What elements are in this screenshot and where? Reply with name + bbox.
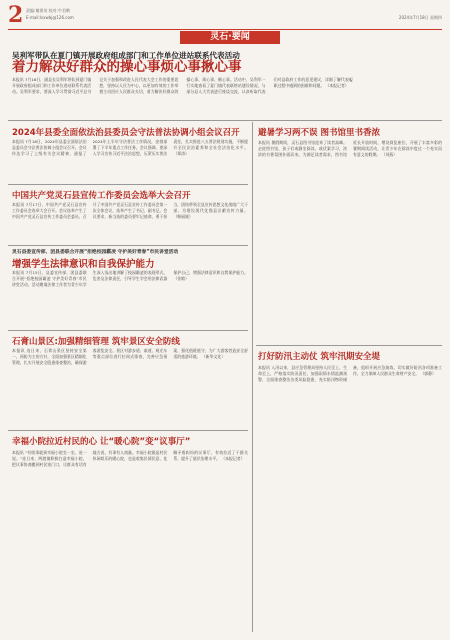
article-6-title: 避暑学习两不误 图书馆里书香浓 xyxy=(258,128,380,138)
lead-byline: （本报记者） xyxy=(325,82,349,88)
masthead xyxy=(8,3,442,29)
article-1-body xyxy=(12,139,248,179)
divider xyxy=(8,184,248,185)
lead-kicker: 吴利军带队在夏门镇开展政府组成部门和工作单位进站联系代表活动 xyxy=(12,51,240,60)
article-6-text: 本报讯 暑假期间，灵石县图书馆迎来了读者高峰。走进图书馆，孩子们或静坐阅读，或伏案学习，浓浓的书香氛围扑面而来。为满足读者需求，图书馆延长开放时间，增设阅览座位，开展了丰富多彩的暑期阅读活动，让青少年在阅读中度过一个充实而有意义的假期。 xyxy=(258,140,442,157)
article-3-body xyxy=(12,270,248,310)
article-5-byline: （本报记者） xyxy=(221,455,245,461)
article-7-byline: （郭静） xyxy=(420,370,436,376)
article-7-text: 本报讯 入汛以来，县应急管理局坚持人民至上、生命至上，严格落实防汛责任，加强雨情水情监测预警，全面排查整治各类风险隐患，充实防汛物资储备，组织开展应急演练，切实做好防汛各项准备工作，全力保障人民群众生命财产安全。 xyxy=(258,365,442,382)
article-2-text: 本报讯 7月17日，中国共产党灵石县宣传工作委员会选举大会召开。会议选举产生了中国共产党灵石县宣传工作委员会委员，召开了中国共产党灵石县宣传工作委员会第一次全体会议，选举产生了书记、副书记。会议要求，新当选的委员要牢记使命、勇于担当，团结带领全县宣传思想文化战线广大干部，为建设现代化强县贡献宣传力量。 xyxy=(12,202,248,219)
column-divider xyxy=(252,122,253,632)
paper-info: 责编:谢建英 校对:牛君鹤 xyxy=(26,8,70,13)
page-number: 2 xyxy=(8,2,24,28)
email: E-mail:lsxwbj@126.com xyxy=(26,15,74,20)
article-2-body xyxy=(12,202,248,242)
article-1-title: 2024年县委全面依法治县委员会守法普法协调小组会议召开 xyxy=(12,128,240,138)
article-3-byline: （张敏） xyxy=(173,275,189,281)
article-3-kicker: 灵石县委宣传部、团县委联合开展“拒绝校园霸凌 守护美好青春”市民讲堂活动 xyxy=(12,250,179,255)
article-1-byline: （郑涛） xyxy=(173,150,189,156)
article-4-body xyxy=(12,348,248,423)
divider xyxy=(8,245,248,246)
lead-headline: 着力解决好群众的操心事烦心事揪心事 xyxy=(12,59,242,75)
divider xyxy=(8,120,442,121)
lead-text: 本报讯 7月16日，副县长吴利军带队到夏门镇开展政府组成部门和工作单位进站联系代表活动。吴利军要求，要深入学习贯彻习近平总书记关于加强和改进人民代表大会工作的重要思想，坚持以人民为中心，以更加有效的工作举措主动回应人民群众关切，着力解决好群众的操心事、烦心事、揪心事。活动中，吴利军一行实地查看了夏门镇代表联络站建设情况，与部分县人大代表进行座谈交流，认真听取代表们对县政府工作的意见建议，详细了解代表履职过程中遇到的困难和问题。 xyxy=(12,77,353,94)
article-3-text: 本报讯 7月15日，县委宣传部、团县委联合开展“拒绝校园霸凌 守护美好青春”市民讲堂活动。活动邀请法律工作者为青少年学生深入浅出地讲解了校园霸凌的表现形式、危害及法律责任，引导学生学会用法律武器保护自己，增强法律意识和自我保护能力。 xyxy=(12,270,248,287)
divider xyxy=(8,430,248,431)
article-7-body xyxy=(258,365,442,630)
divider xyxy=(8,330,248,331)
article-6-byline: （刘燕） xyxy=(381,151,398,157)
article-5-text: 本报讯 “有啥事就到幸福小院坐一坐、说一说。”连日来，两渡镇积极打造幸福小院，把议事协商搬到村民家门口，让群众有话有地方说、有事有人商量。幸福小院既是村民休闲娱乐的暖心院，也是收集民情民意、化解矛盾纠纷的议事厅，有效拉近了干群关系，提升了基层治理水平。 xyxy=(12,450,248,467)
article-3-title: 增强学生法律意识和自我保护能力 xyxy=(12,259,155,270)
article-6-body xyxy=(258,140,442,340)
article-7-title: 打好防汛主动仗 筑牢汛期安全堤 xyxy=(258,352,380,362)
article-5-title: 幸福小院拉近村民的心 让“暖心院”变“议事厅” xyxy=(12,437,191,447)
article-2-title: 中国共产党灵石县宣传工作委员会选举大会召开 xyxy=(12,191,191,201)
article-5-body xyxy=(12,450,248,630)
article-1-text: 本报讯 7月16日，2024年县委全面依法治县委员会守法普法协调小组会议召开。会议传达学习了上级有关会议精神，通报了2024年上半年守法普法工作情况，安排部署了下半年重点工作任务。会议强调，要深入学习宣传习近平法治思想，压紧压实普法责任，扎实推进八五普法规划实施，不断提升全民法治素养和全社会法治化水平。 xyxy=(12,139,248,156)
section-title: 灵石·要闻 xyxy=(180,31,280,44)
article-4-text: 本报讯 连日来，石膏山景区坚持安全第一、预防为主的方针，全面加强景区精细化管理，扎实开展安全隐患排查整治，确保游客游览安全。景区对游步道、索道、观光车等重点部位进行拉网式排查，完善应急预案，强化值班值守，为广大游客营造安全舒适的旅游环境。 xyxy=(12,348,248,365)
article-4-byline: （新华文化） xyxy=(201,353,226,359)
article-2-byline: （韩丽媛） xyxy=(173,213,193,219)
lead-body xyxy=(12,77,440,117)
date: 2024年7月18日 星期四 xyxy=(398,15,442,20)
header-rule xyxy=(8,29,442,30)
article-4-title: 石膏山景区:加强精细管理 筑牢景区安全防线 xyxy=(12,337,180,347)
divider xyxy=(256,345,442,346)
